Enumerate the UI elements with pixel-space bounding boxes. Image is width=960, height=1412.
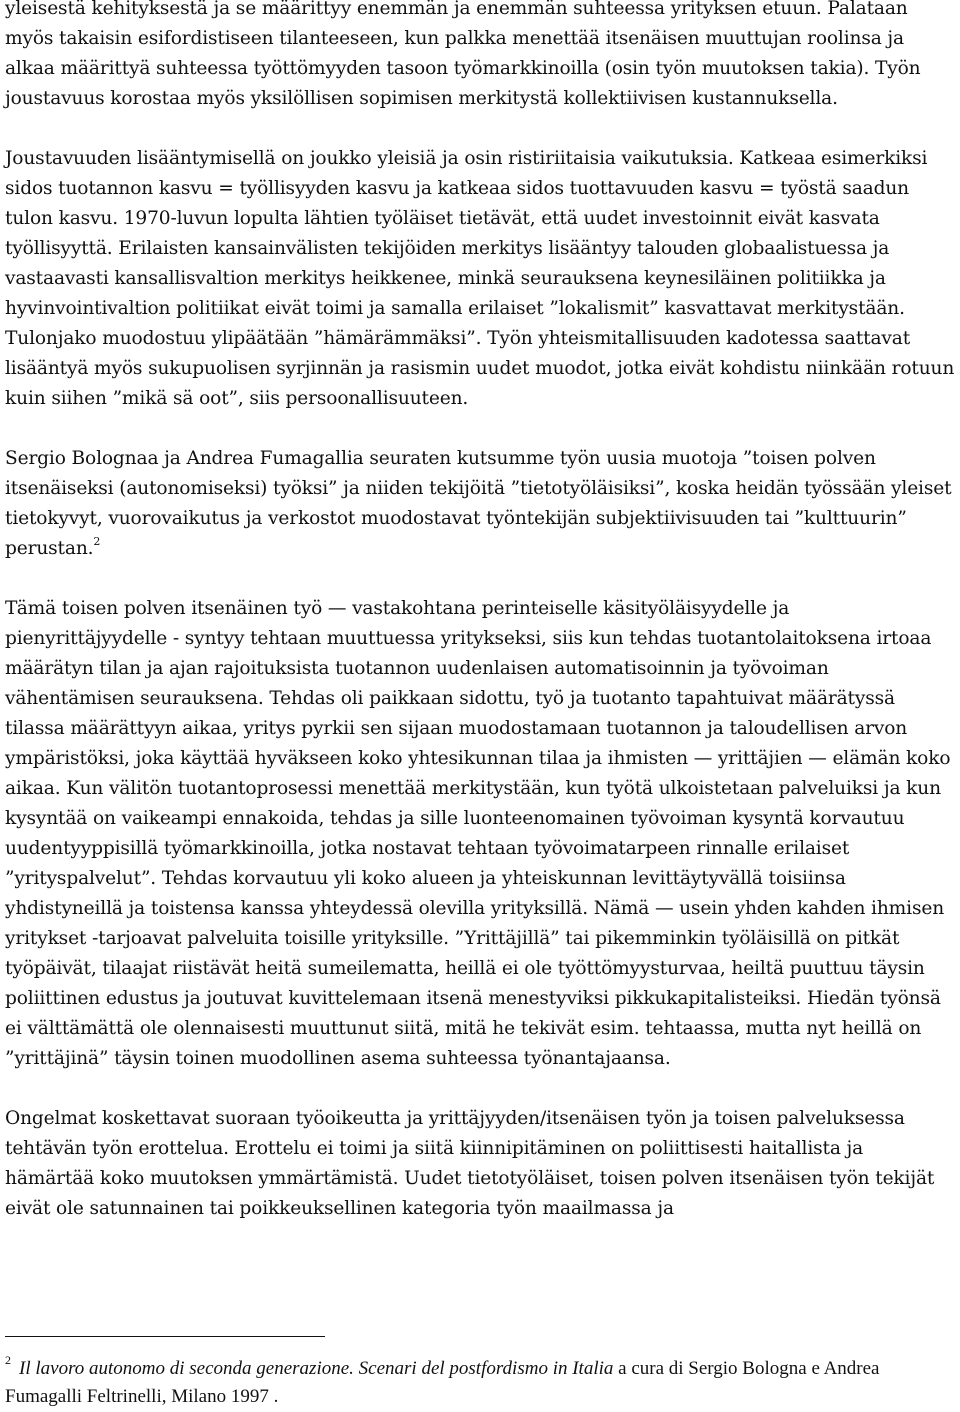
footnote-title: Il lavoro autonomo di seconda generazione. Scenari del postfordismo in Italia [19,1358,614,1379]
paragraph-4: Tämä toisen polven itsenäinen työ — vastakohtana perinteiselle käsityöläisyydelle ja pienyrittäjyydelle - syntyy tehtaan muuttuessa yritykseksi, siis kun tehdas tuotantolaitoksena irtoaa määrätyn tilan ja ajan rajoituksista tuotannon uudenlaisen automatisoinnin ja työvoiman vähentämisen seurauksena. Tehdas oli paikkaan sidottu, työ ja tuotanto tapahtuivat määrätyssä tilassa määrättyyn aikaa, yritys pyrkii sen sijaan muodostamaan tuotannon ja taloudellisen arvon ympäristöksi, joka käyttää hyväkseen koko yhtesikunnan tilaa ja ihmisten — yrittäjien — elämän koko aikaa. Kun välitön tuotantoprosessi menettää merkitystään, kun työtä ulkoistetaan palveluiksi ja kun kysyntää on vaikeampi ennakoida, tehdas ja sille luonteenomainen työvoiman kysyntä korvautuu uudentyyppisillä työmarkkinoilla, jotka nostavat tehtaan työvoimatarpeen rinnalle erilaiset ”yrityspalvelut”. Tehdas korvautuu yli koko alueen ja yhteiskunnan levittäytyvällä toisiinsa yhdistyneillä ja toistensa kanssa yhteydessä olevilla yrityksillä. Nämä — usein yhden kahden ihmisen yritykset -tarjoavat palveluita toisille yrityksille. ”Yrittäjillä” tai pikemminkin työläisillä on pitkät työpäivät, tilaajat riistävät heitä sumeilematta, heillä ei ole työttömyysturvaa, heiltä puuttuu täysin poliittinen edustus ja joutuvat kuvittelemaan itsenä menestyviksi pikkukapitalisteiksi. Hiedän työnsä ei välttämättä ole olennaisesti muuttunut siitä, mitä he tekivät esim. tehtaassa, mutta nyt heillä on ”yrittäjinä” täysin toinen muodollinen asema suhteessa työnantajaansa. [5,598,951,1069]
footnote-separator [5,1336,325,1337]
document-body [5,0,955,1254]
paragraph-3 [5,444,955,564]
paragraph-5: Ongelmat koskettavat suoraan työoikeutta ja yrittäjyyden/itsenäisen työn ja toisen palveluksessa tehtävän työn erottelua. Erottelu ei toimi ja siitä kiinnipitäminen on poliittisesti haitallista ja hämärtää koko muutoksen ymmärtämistä. Uudet tietotyöläiset, toisen polven itsenäisen työn tekijät eivät ole satunnainen tai poikkeuksellinen kategoria työn maailmassa ja [5,1108,935,1219]
footnote-number: 2 [5,1353,11,1367]
footnote-citation: a cura di Sergio Bologna e Andrea Fumagalli Feltrinelli, Milano 1997 . [5,1358,880,1407]
footnote [5,1355,960,1411]
paragraph-2: Joustavuuden lisääntymisellä on joukko yleisiä ja osin ristiriitaisia vaikutuksia. Katkeaa esimerkiksi sidos tuotannon kasvu = työllisyyden kasvu ja katkeaa sidos tuottavuuden kasvu = työstä saadun tulon kasvu. 1970-luvun lopulta lähtien työläiset tietävät, että uudet investoinnit eivät kasvata työllisyyttä. Erilaisten kansainvälisten tekijöiden merkitys lisääntyy talouden globaalistuessa ja vastaavasti kansallisvaltion merkitys heikkenee, minkä seurauksena keynesiläinen politiikka ja hyvinvointivaltion politiikat eivät toimi ja samalla erilaiset ”lokalismit” kasvattavat merkitystään. Tulonjako muodostuu ylipäätään ”hämärämmäksi”. Työn yhteismitallisuuden kadotessa saattavat lisääntyä myös sukupuolisen syrjinnän ja rasismin uudet muodot, jotka eivät kohdistu niinkään rotuun kuin siihen ”mikä sä oot”, siis persoonallisuuteen. [5,148,955,409]
paragraph-1: yleisestä kehityksestä ja se määrittyy enemmän ja enemmän suhteessa yrityksen etuun. Palataan myös takaisin esifordistiseen tilanteeseen, kun palkka menettää itsenäisen muuttujan roolinsa ja alkaa määrittyä suhteessa työttömyyden tasoon työmarkkinoilla (osin työn muutoksen takia). Työn joustavuus korostaa myös yksilöllisen sopimisen merkitystä kollektiivisen kustannuksella. [5,0,921,109]
paragraph-3-text: Sergio Bolognaa ja Andrea Fumagallia seuraten kutsumme työn uusia muotoja ”toisen polven itsenäiseksi (autonomiseksi) työksi” ja niiden tekijöitä ”tietotyöläisiksi”, koska heidän työssään yleiset tietokyvyt, vuorovaikutus ja verkostot muodostavat työntekijän subjektiivisuuden tai ”kulttuurin” perustan. [5,448,952,559]
footnote-reference: 2 [93,535,101,548]
